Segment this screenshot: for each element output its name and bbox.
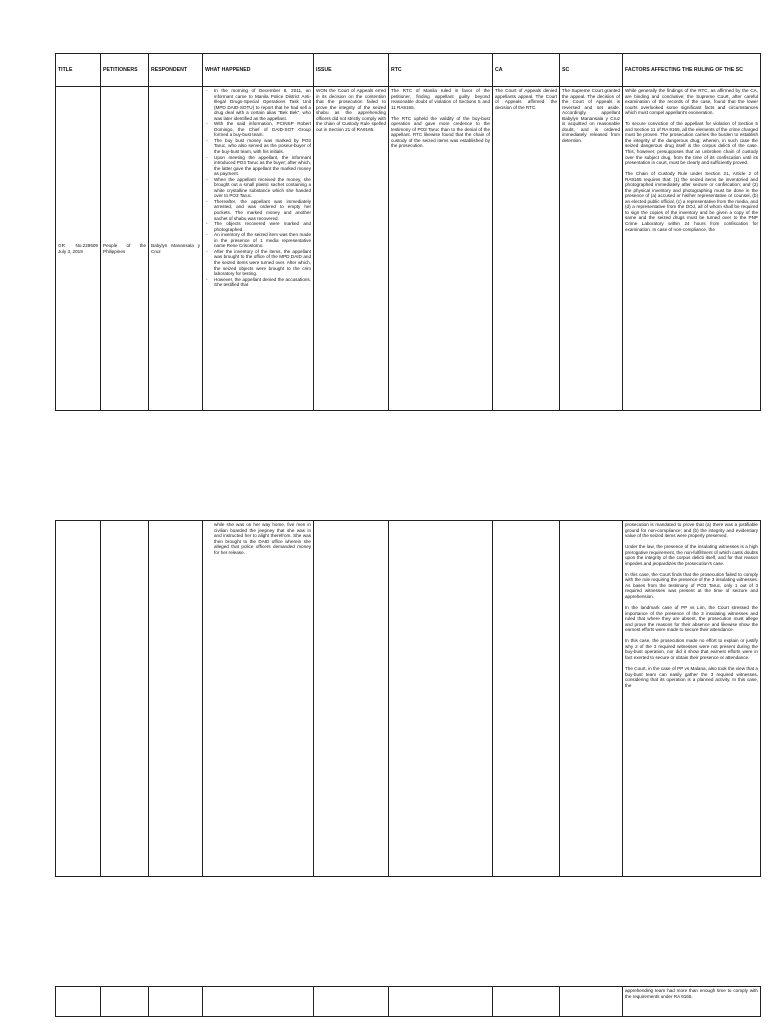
case-respondent: Babylyn Manansala y Cruz bbox=[151, 242, 200, 254]
case-row-continued bbox=[56, 521, 761, 877]
header-respondent: RESPONDENT bbox=[149, 54, 203, 87]
fact-item: - However, the appellant denied the accusations. She testified that bbox=[214, 277, 311, 288]
rtc-cell-empty bbox=[389, 987, 493, 1017]
case-row-continued-2 bbox=[56, 987, 761, 1017]
petitioners-cell-empty bbox=[101, 987, 149, 1017]
case-petitioners: People of the Philippines bbox=[103, 242, 146, 254]
header-sc: SC bbox=[560, 54, 623, 87]
page-1 bbox=[0, 0, 768, 415]
factors-paragraph: In the landmark case of PP vs Lim, the Court stressed the importance of the presence of the 3 insulating witnesses and ruled that where they are absent, the prosecution must allege and prove the reasons for their absence and likewise show the earnest efforts were made to secure their attendance. bbox=[625, 605, 758, 633]
what-happened-cell bbox=[203, 87, 314, 411]
header-rtc: RTC bbox=[389, 54, 493, 87]
ca-cell-empty bbox=[493, 987, 560, 1017]
header-row bbox=[56, 54, 761, 87]
factors-paragraph: In this case, the Court finds that the prosecution failed to comply with the rule requiring the presence of the 3 insulating witnesses. As bases from the testimony of PO3 Taruc, only 1 out of 3 required witnesses was present at the time of seizure and apprehension. bbox=[625, 571, 758, 600]
ca-text: The Court of Appeals denied appellants appeal. The Court of Appeals affirmed the decision of the RTC. bbox=[495, 88, 557, 110]
header-title: TITLE bbox=[56, 54, 101, 87]
factors-cell-continued-2 bbox=[623, 987, 761, 1017]
header-what-happened: WHAT HAPPENED bbox=[203, 54, 314, 87]
what-happened-continued-text: while she was on her way home, five men in civilian boarded the jeepney that she was in and instructed her to alight therefrom. She was then brought to the DAID office wherein she alleged that police officers demanded money for her release. bbox=[214, 522, 311, 555]
header-petitioners: PETITIONERS bbox=[101, 54, 149, 87]
petitioners-cell bbox=[101, 87, 149, 411]
case-digest-table-continued-2 bbox=[55, 986, 761, 1017]
sc-cell-empty bbox=[560, 987, 623, 1017]
issue-text: WON the Court of Appeals erred in its decision on the contention that the prosecution failed to prove the integrity of the seized shabu as the apprehending officers did not strictly comply with the chain of Custody Rule spelled out in Section 21 of RA9165. bbox=[316, 88, 386, 132]
factors-paragraph: Under the law, the presence of the insulating witnesses is a high prerogative requirement, the non-fulfillment of which casts doubts upon the integrity of the corpus delicti itself, and for that reason impedes and jeopardizes the prosecution's case. bbox=[625, 544, 758, 566]
sc-cell-empty bbox=[560, 521, 623, 877]
case-row bbox=[56, 87, 761, 411]
fact-item: - With the said information, PCINSP Robert Domingo, the Chief of DAID-SOT Group formed a buy-bust team. bbox=[214, 121, 311, 138]
title-cell-empty bbox=[56, 521, 101, 877]
what-happened-cell-continued bbox=[203, 521, 314, 877]
fact-item: - The buy bust money was marked by PO3 Taruc, who also served as the poseur-buyer of the buy-bust team, with his initials. bbox=[214, 138, 311, 155]
factors-cell-continued bbox=[623, 521, 761, 877]
header-ca: CA bbox=[493, 54, 560, 87]
respondent-cell-empty bbox=[149, 521, 203, 877]
factors-paragraph: While generally the findings of the RTC, as affirmed by the CA, are binding and conclusive; the Supreme Court, after careful examination of the records of the case, found that the lower courts overlooked some significant facts and circumstances which must compel appellant's exoneration. bbox=[625, 88, 758, 116]
header-factors: FACTORS AFFECTING THE RULING OF THE SC bbox=[623, 54, 761, 87]
rtc-paragraph: The RTC upheld the validity of the buy-bust operation and gave more credence to the testimony of PO3 Taruc than to the denial of the appellant. RTC likewise found that the chain of custody of the seized items was established by the prosecution. bbox=[391, 115, 490, 149]
factors-paragraph: To secure conviction of the appellant for violation of Section 5 and Section 11 of RA 9165, all the elements of the crime charged must be proven. The prosecution carries the burden to establish the integrity of the dangerous drug; wherein, in such case the seized dangerous drug itself is the corpus delicti of the case. This, however, presupposes that an unbroken chain of custody over the subject drug, from the time of its confiscation until its presentation in court, must be clearly and sufficiently proved. bbox=[625, 121, 758, 166]
ca-cell bbox=[493, 87, 560, 411]
sc-text: The Supreme Court granted the appeal. The decision of the Court of Appeals is reversed and set aside. Accordingly, appellant Babylyn Manansala y Cruz is acquitted on reasonable doubt, and is ordered immediately released from detention. bbox=[562, 88, 620, 143]
factors-paragraph: The Court, in the case of PP vs Malana, also took the view that a buy-bust team can easily gather the 3 required witnesses, considering that its operation is a planned activity. In this case, the bbox=[625, 665, 758, 688]
page-3 bbox=[0, 955, 768, 1024]
case-title: GR No.229509 July 3, 2019 bbox=[58, 242, 98, 254]
title-cell-empty bbox=[56, 987, 101, 1017]
case-digest-table bbox=[55, 53, 761, 411]
what-happened-cell-empty bbox=[203, 987, 314, 1017]
petitioners-cell-empty bbox=[101, 521, 149, 877]
fact-item: - Thereafter, the appellant was immediately arrested, and was ordered to empty her pockets. The marked money and another sachet of shabu was recovered. bbox=[214, 199, 311, 221]
what-happened-list bbox=[205, 88, 311, 288]
issue-cell-empty bbox=[314, 987, 389, 1017]
factors-paragraph: apprehending team had more than enough time to comply with the requirements under RA 9165. bbox=[625, 988, 758, 999]
fact-item: - In the morning of December 8, 2011, an informant came to Manila Police District Anti-Illegal Drugs-Special Operations Task Unit (MPD DAID-SOTU) to report that he had sell a drug deal with a certain alias "Bek Bek", who was later identified as the appellant. bbox=[214, 88, 311, 121]
fact-item: - When the appellant received the money, she brought out a small plastic sachet containing a white crystalline substance which she handed over to PO3 Taruc. bbox=[214, 177, 311, 199]
fact-item: - An inventory of the seized item was then made in the presence of 1 media representative name Rene Crisostomo. bbox=[214, 232, 311, 249]
ca-cell-empty bbox=[493, 521, 560, 877]
fact-item: - After the inventory of the items, the appellant was brought to the office of the MPD DAID and the seized items were turned over. After which, the seized objects were brought to the crim laboratory for testing. bbox=[214, 249, 311, 277]
factors-paragraph: The Chain of Custody Rule under Section 21, Article 2 of RA9165 requires that: (1) the seized items be inventoried and photographed immediately after seizure or confiscation; and (2) the physical inventory and photographing must be done in the presence of (a) accused or his/her representative or counsel, (b) an elected public official, (c) a representative from the media, and (d) a representative from the DOJ, all of whom shall be required to sign the copies of the inventory and be given a copy of the same and the seized drugs must be turned over to the PNP Crime Laboratory within 24 hours from confiscation for examination. In case of non-compliance, the bbox=[625, 171, 758, 232]
rtc-paragraph: The RTC of Manila ruled in favor of the petitioner, finding appellant guilty beyond reasonable doubt of violation of Sections 5 and 11 RA9165. bbox=[391, 88, 490, 110]
factors-paragraph: prosecution is mandated to prove that (a) there was a justifiable ground for non-compliance; and (b) the integrity and evidentiary value of the seized items were properly preserved. bbox=[625, 522, 758, 539]
title-cell bbox=[56, 87, 101, 411]
issue-cell bbox=[314, 87, 389, 411]
respondent-cell-empty bbox=[149, 987, 203, 1017]
fact-item: - The objects recovered were marked and photographed. bbox=[214, 221, 311, 232]
respondent-cell bbox=[149, 87, 203, 411]
header-issue: ISSUE bbox=[314, 54, 389, 87]
factors-paragraph: In this case, the prosecution made no effort to explain or justify why 2 of the 3 required witnesses were not present during the buy-bust operation, nor did it show that earnest efforts were in fact exerted to secure or obtain their presence or attendance. bbox=[625, 638, 758, 660]
fact-item: - Upon meeting the appellant, the informant introduced PO3 Taruc as the buyer; after which, the latter gave the appellant the marked money as payment. bbox=[214, 155, 311, 177]
case-digest-table-continued bbox=[55, 520, 761, 877]
factors-cell bbox=[623, 87, 761, 411]
rtc-cell-empty bbox=[389, 521, 493, 877]
sc-cell bbox=[560, 87, 623, 411]
page-2 bbox=[0, 415, 768, 955]
rtc-cell bbox=[389, 87, 493, 411]
issue-cell-empty bbox=[314, 521, 389, 877]
